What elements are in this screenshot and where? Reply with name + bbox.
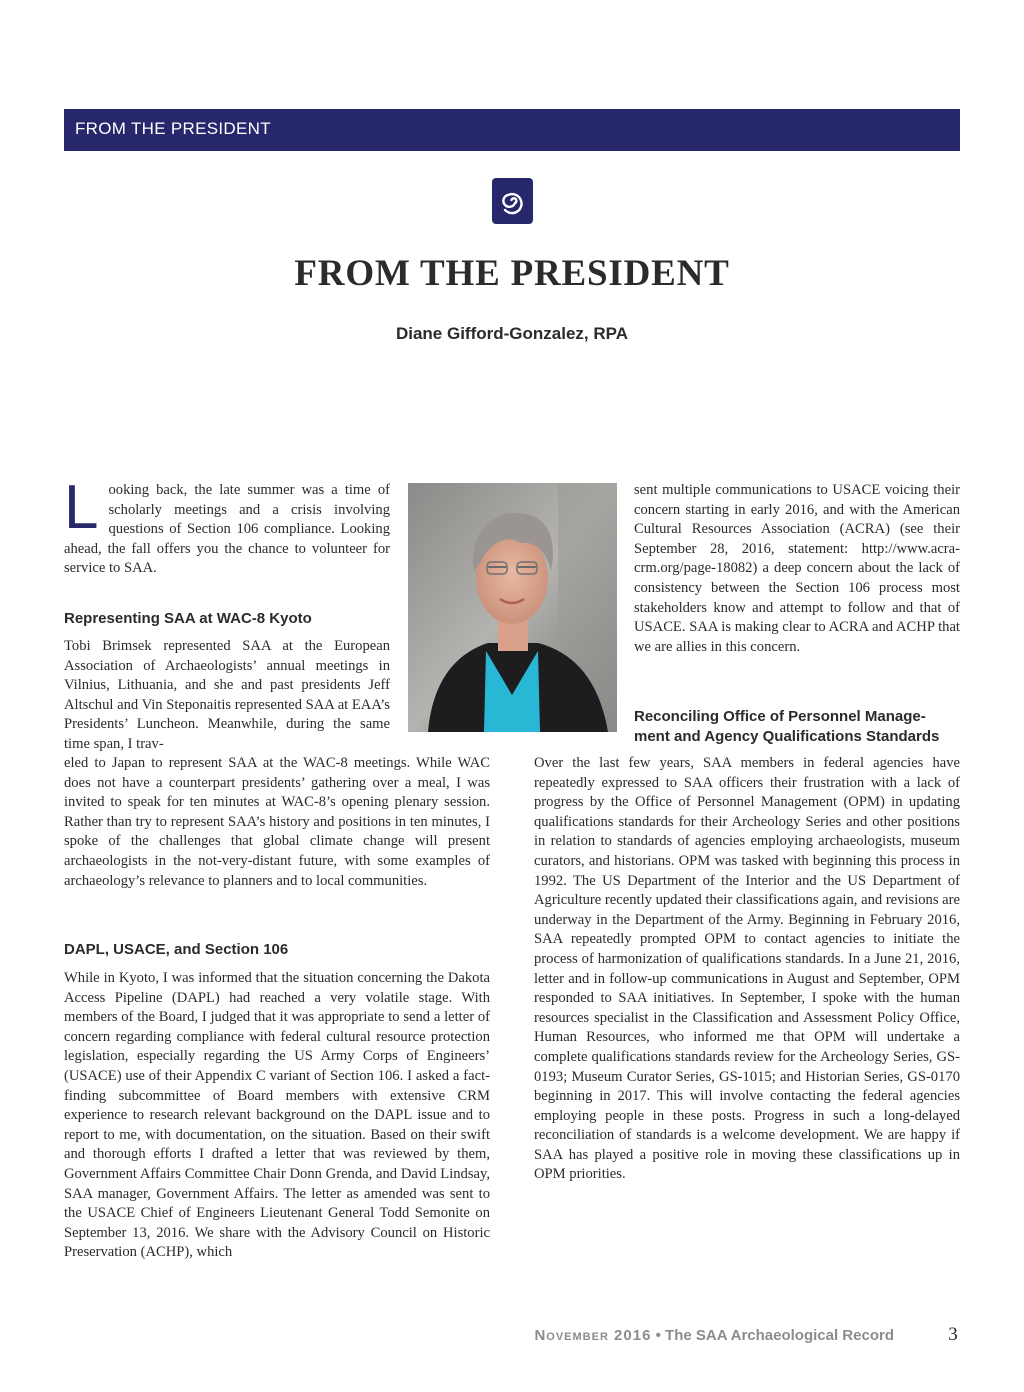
page-number: 3 — [948, 1324, 958, 1345]
author-portrait — [408, 483, 617, 732]
heading-opm-line2: ment and Agency Qualifications Standards — [634, 728, 940, 745]
intro-paragraph — [64, 473, 390, 579]
dapl-paragraph-part1: While in Kyoto, I was informed that the situation concerning the Dakota Access Pipeline (DAPL) had reached a very volatile stage. With members of the Board, I judged that it was appropriate to send a letter of concern regarding compliance with federal cultural resource protection legislation, especially regarding the US Army Corps of Engineers’ (USACE) use of their Appendix C variant of Section 106. I asked a fact-finding subcommittee of Board members with extensive CRM experience to research relevant background on the DAPL issue and to report to me, with documentation, on the situation. Based on their swift and thorough efforts I drafted a letter that was reviewed by them, Government Affairs Committee Chair Donn Grenda, and David Lindsay, SAA manager, Government Affairs. The letter as amended was sent to the USACE Chief of Engineers Lieutenant General Todd Semonite on September 13, 2016. We share with the Advisory Council on Historic Preservation (ACHP), which — [64, 970, 490, 1261]
section-label: FROM THE PRESIDENT — [75, 119, 271, 138]
heading-opm-line1: Reconciling Office of Personnel Manage- — [634, 708, 926, 725]
heading-wac8-kyoto: Representing SAA at WAC-8 Kyoto — [64, 610, 312, 627]
article-title: FROM THE PRESIDENT — [294, 253, 730, 294]
footer-publication: The SAA Archaeological Record — [665, 1327, 894, 1344]
heading-dapl-usace: DAPL, USACE, and Section 106 — [64, 941, 289, 958]
wac8-paragraph-part2: eled to Japan to represent SAA at the WAC-8 meetings. While WAC does not have a counterpart presidents’ gathering over a meal, I was invited to speak for ten minutes at WAC-8’s opening plenary session. Rather than try to represent SAA’s history and positions in ten minutes, I spoke of the challenges that global climate change will present archaeologists in the not-very-distant future, with some examples of archaeology’s relevance to planners and to local communities. — [64, 755, 490, 889]
author-byline: Diane Gifford-Gonzalez, RPA — [395, 324, 629, 343]
wac8-paragraph-part1: Tobi Brimsek represented SAA at the European Association of Archaeologists’ annual meetings in Vilnius, Lithuania, and she and past presidents Jeff Altschul and Vin Steponaitis represented SAA at EAA’s Presidents’ Luncheon. Meanwhile, during the same time span, I trav- — [64, 638, 390, 752]
spiral-logo-icon — [492, 178, 533, 224]
footer-separator: • — [655, 1327, 661, 1344]
intro-text: ooking back, the late summer was a time of scholarly meetings and a crisis involving questions of Section 106 compliance. Looking ahead, the fall offers you the chance to volunteer for service to SAA. — [64, 482, 390, 577]
page-footer — [528, 1327, 894, 1344]
footer-date: November 2016 — [534, 1327, 652, 1344]
drop-cap: L — [64, 473, 99, 542]
section-banner — [64, 109, 960, 151]
dapl-paragraph-part2: sent multiple communications to USACE voicing their concern starting in early 2016, and with the American Cultural Resources Association (ACRA) (see their September 28, 2016, statement: http://www.acra-crm.org/page-18082) a deep concern about the lack of consistency between the Section 106 process most stakeholders know and attempt to follow and that of USACE. SAA is making clear to ACRA and ACHP that we are allies in this concern. — [634, 482, 960, 655]
opm-paragraph: Over the last few years, SAA members in federal agencies have repeatedly expressed to SAA officers their frustration with a lack of progress by the Office of Personnel Management (OPM) in updating qualifications standards for their Archeology Series and other positions in relation to standards of agencies employing archaeologists, museum curators, and historians. OPM was tasked with beginning this process in 1992. The US Department of the Interior and the US Department of Agriculture recently updated their classifications again, and revisions are underway in the Department of the Army. Beginning in February 2016, SAA repeatedly prompted OPM to contact agencies to initiate the process of harmonization of qualifications standards. In a June 21, 2016, letter and in follow-up communications in August and September, OPM responded to SAA initiatives. In September, I spoke with the human resources specialist in the Classification and Assessment Policy Office, Human Resources, who informed me that OPM will undertake a complete qualifications standards review for the Archeology Series, GS-0193; Museum Curator Series, GS-1015; and Historian Series, GS-0170 beginning in 2017. This will involve contacting the federal agencies employing people in these posts. Progress in such a long-delayed reconciliation of standards is a welcome development. We are happy if SAA has played a positive role in moving these classifications up in OPM priorities. — [534, 755, 960, 1183]
heading-opm-standards — [634, 707, 960, 747]
